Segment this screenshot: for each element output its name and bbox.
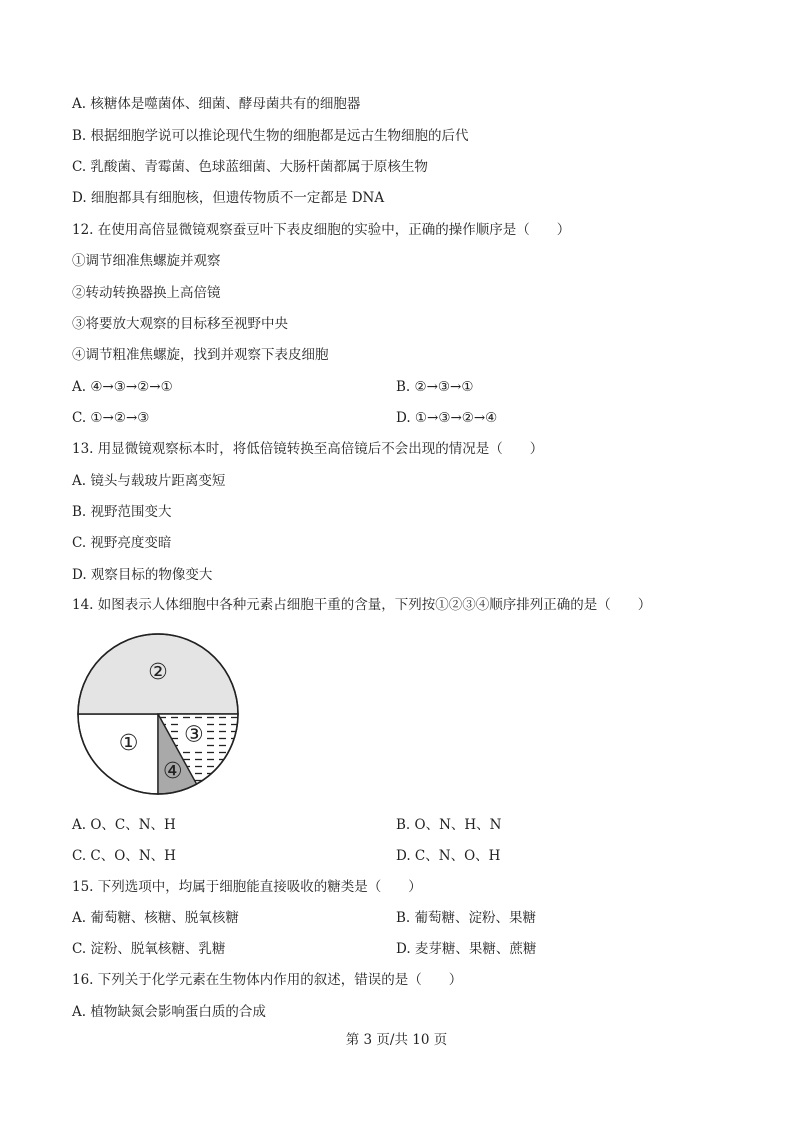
q14-stem: 14. 如图表示人体细胞中各种元素占细胞干重的含量，下列按①②③④顺序排列正确的是（ ） bbox=[72, 597, 652, 613]
q12-step-4: ④调节粗准焦螺旋，找到并观察下表皮细胞 bbox=[72, 347, 329, 363]
q12-step-1: ①调节细准焦螺旋并观察 bbox=[72, 253, 221, 269]
page-footer: 第 3 页/共 10 页 bbox=[345, 1032, 448, 1048]
q12-option-c: C. ①→②→③ bbox=[72, 410, 150, 426]
q11-option-a: A. 核糖体是噬菌体、细菌、酵母菌共有的细胞器 bbox=[72, 96, 361, 112]
q12-option-d: D. ①→③→②→④ bbox=[396, 410, 498, 426]
q13-option-d: D. 观察目标的物像变大 bbox=[72, 567, 213, 583]
pie-label-3: ③ bbox=[183, 722, 204, 748]
q12-step-3: ③将要放大观察的目标移至视野中央 bbox=[72, 316, 288, 332]
q15-option-c: C. 淀粉、脱氧核糖、乳糖 bbox=[72, 941, 226, 957]
q11-option-d: D. 细胞都具有细胞核，但遗传物质不一定都是 DNA bbox=[72, 190, 385, 206]
q13-option-c: C. 视野亮度变暗 bbox=[72, 535, 172, 551]
q14-option-b: B. O、N、H、N bbox=[396, 817, 502, 833]
q12-option-b: B. ②→③→① bbox=[396, 379, 474, 395]
pie-label-2: ② bbox=[148, 659, 168, 685]
q13-stem: 13. 用显微镜观察标本时，将低倍镜转换至高倍镜后不会出现的情况是（ ） bbox=[72, 441, 544, 457]
q15-option-d: D. 麦芽糖、果糖、蔗糖 bbox=[396, 941, 537, 957]
pie-label-4: ④ bbox=[162, 758, 183, 784]
q11-option-c: C. 乳酸菌、青霉菌、色球蓝细菌、大肠杆菌都属于原核生物 bbox=[72, 159, 428, 175]
element-pie-chart bbox=[74, 630, 242, 798]
q16-stem: 16. 下列关于化学元素在生物体内作用的叙述，错误的是（ ） bbox=[72, 972, 463, 988]
q14-option-c: C. C、O、N、H bbox=[72, 848, 176, 864]
q15-option-a: A. 葡萄糖、核糖、脱氧核糖 bbox=[72, 910, 239, 926]
q12-option-a: A. ④→③→②→① bbox=[72, 379, 173, 395]
q16-option-a: A. 植物缺氮会影响蛋白质的合成 bbox=[72, 1004, 266, 1020]
q14-option-d: D. C、N、O、H bbox=[396, 848, 501, 864]
q12-stem: 12. 在使用高倍显微镜观察蚕豆叶下表皮细胞的实验中，正确的操作顺序是（ ） bbox=[72, 222, 571, 238]
q13-option-b: B. 视野范围变大 bbox=[72, 504, 172, 520]
q15-option-b: B. 葡萄糖、淀粉、果糖 bbox=[396, 910, 537, 926]
q13-option-a: A. 镜头与载玻片距离变短 bbox=[72, 473, 226, 489]
q15-stem: 15. 下列选项中，均属于细胞能直接吸收的糖类是（ ） bbox=[72, 879, 422, 895]
pie-label-1: ① bbox=[118, 730, 139, 756]
q14-option-a: A. O、C、N、H bbox=[72, 817, 176, 833]
q11-option-b: B. 根据细胞学说可以推论现代生物的细胞都是远古生物细胞的后代 bbox=[72, 128, 469, 144]
pie-slices bbox=[78, 634, 238, 794]
q12-step-2: ②转动转换器换上高倍镜 bbox=[72, 285, 221, 301]
